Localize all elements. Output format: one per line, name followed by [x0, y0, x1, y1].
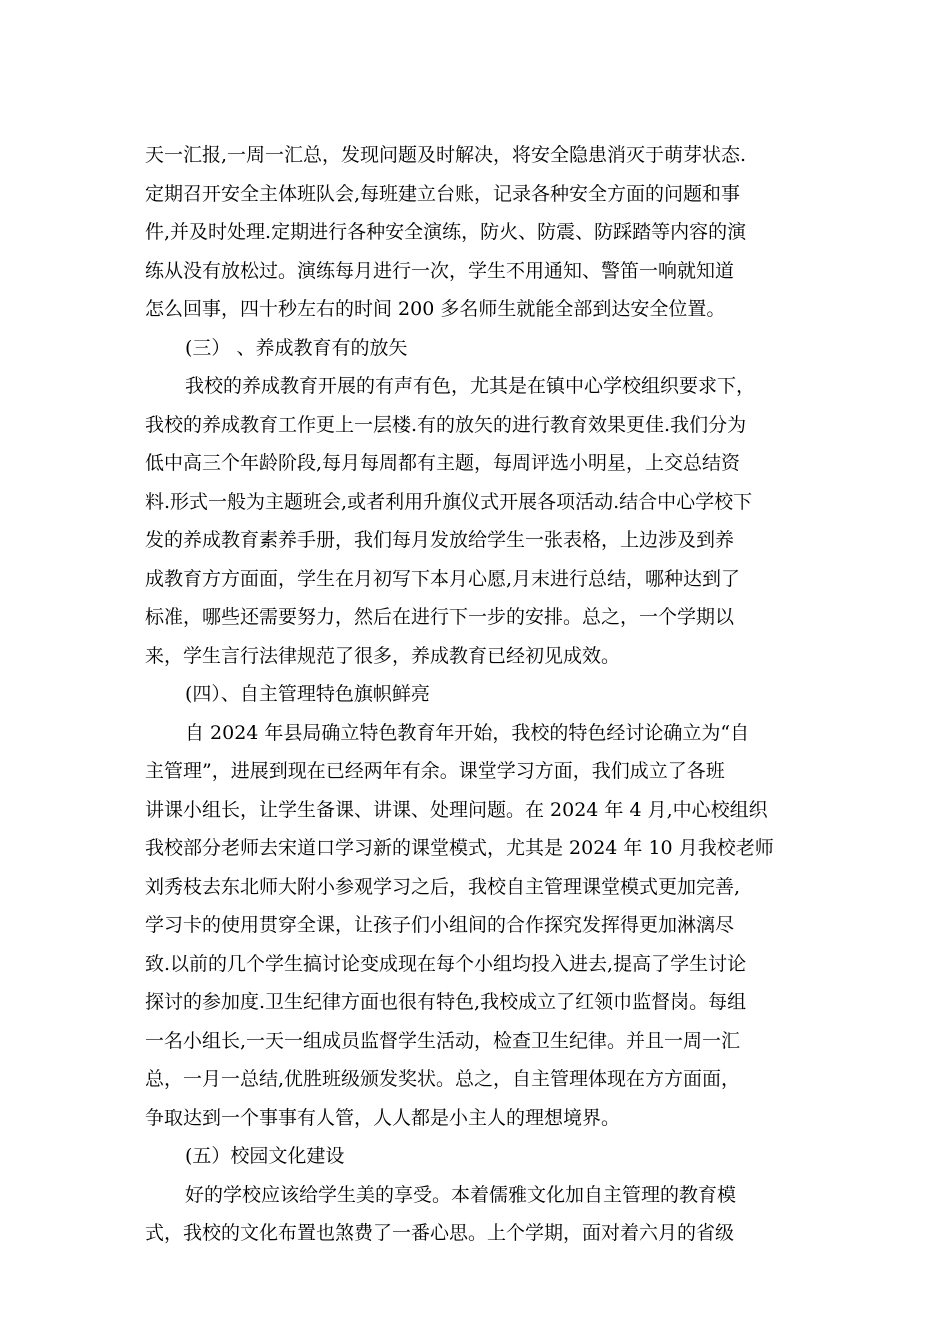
text-line: 总，一月一总结,优胜班级颁发奖状。总之，自主管理体现在方方面面，: [145, 1068, 741, 1090]
text-line: 讲课小组长，让学生备课、讲课、处理问题。在 2024 年 4 月,中心校组织: [145, 798, 768, 821]
text-line: 怎么回事，四十秒左右的时间 200 多名师生就能全部到达安全位置。: [145, 298, 726, 320]
text-line: 件,并及时处理.定期进行各种安全演练，防火、防震、防踩踏等内容的演: [145, 221, 747, 243]
text-line: 刘秀枝去东北师大附小参观学习之后，我校自主管理课堂模式更加完善,: [145, 875, 741, 898]
text-line: 练从没有放松过。演练每月进行一次，学生不用通知、警笛一响就知道: [145, 259, 735, 282]
text-line: 低中高三个年龄阶段,每月每周都有主题，每周评选小明星，上交总结资: [145, 452, 741, 474]
section-heading: (三） 、养成教育有的放矢: [185, 336, 408, 359]
section-heading: (四）、自主管理特色旗帜鲜亮: [185, 683, 430, 705]
text-line: 我校的养成教育工作更上一层楼.有的放矢的进行教育效果更佳.我们分为: [145, 413, 747, 436]
section-heading: (五）校园文化建设: [185, 1145, 345, 1167]
text-line: 我校的养成教育开展的有声有色，尤其是在镇中心学校组织要求下，: [185, 375, 756, 397]
text-line: 天一汇报,一周一汇总，发现问题及时解决，将安全隐患消灭于萌芽状态.: [145, 144, 747, 166]
text-line: 一名小组长,一天一组成员监督学生活动，检查卫生纪律。并且一周一汇: [145, 1029, 741, 1052]
text-line: 争取达到一个事事有人管，人人都是小主人的理想境界。: [145, 1106, 621, 1129]
text-line: 成教育方方面面，学生在月初写下本月心愿,月末进行总结，哪种达到了: [145, 567, 741, 590]
text-line: 主管理”，进展到现在已经两年有余。课堂学习方面，我们成立了各班: [145, 760, 725, 782]
text-line: 发的养成教育素养手册，我们每月发放给学生一张表格，上边涉及到养: [145, 529, 735, 551]
text-line: 来，学生言行法律规范了很多，养成教育已经初见成效。: [145, 644, 621, 667]
text-line: 式，我校的文化布置也煞费了一番心思。上个学期，面对着六月的省级: [145, 1222, 735, 1244]
text-line: 我校部分老师去宋道口学习新的课堂模式，尤其是 2024 年 10 月我校老师: [145, 837, 774, 859]
text-line: 自 2024 年县局确立特色教育年开始，我校的特色经讨论确立为“自: [185, 721, 750, 744]
document-body: [145, 136, 810, 1253]
text-line: 学习卡的使用贯穿全课，让孩子们小组间的合作探究发挥得更加淋漓尽: [145, 914, 735, 936]
text-line: 料.形式一般为主题班会,或者利用升旗仪式开展各项活动.结合中心学校下: [145, 490, 753, 513]
text-line: 探讨的参加度.卫生纪律方面也很有特色,我校成立了红领巾监督岗。每组: [145, 991, 747, 1013]
text-line: 好的学校应该给学生美的享受。本着儒雅文化加自主管理的教育模: [185, 1183, 737, 1206]
text-line: 定期召开安全主体班队会,每班建立台账，记录各种安全方面的问题和事: [145, 182, 741, 205]
text-line: 致.以前的几个学生搞讨论变成现在每个小组均投入进去,提高了学生讨论: [145, 952, 747, 975]
text-line: 标准，哪些还需要努力，然后在进行下一步的安排。总之，一个学期以: [145, 606, 735, 628]
